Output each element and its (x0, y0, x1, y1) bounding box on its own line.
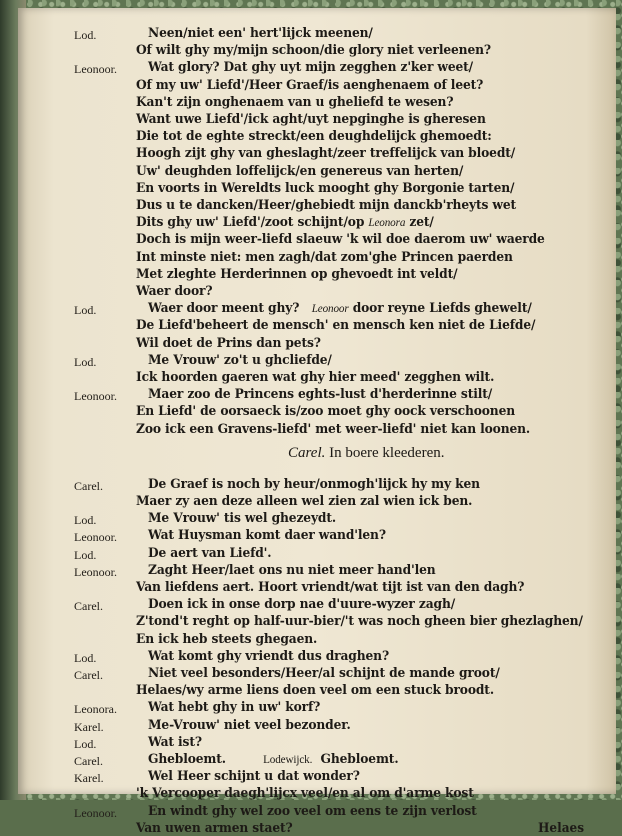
verse-line: Wat hebt ghy in uw' korf? (148, 700, 321, 716)
verse-line: Me Vrouw' tis wel ghezeydt. (148, 511, 337, 527)
verse-line: Want uwe Liefd'/ick aght/uyt nepginghe is gheresen (136, 112, 486, 127)
page-lower-region (18, 8, 616, 794)
speaker: Lod. (74, 303, 97, 318)
verse-line: En voorts in Wereldts luck mooght ghy Borgonie tarten/ (136, 180, 515, 196)
verse-line: Neen/niet een' hert'lijck meenen/ (148, 26, 373, 41)
speaker: Lod. (74, 354, 97, 369)
verse-line: Ick hoorden gaeren wat ghy hier meed' zegghen wilt. (136, 370, 495, 385)
inline-name: Leonoor (311, 301, 349, 316)
inline-speaker: Lodewijck. (263, 752, 313, 766)
verse-line: Me Vrouw' zo't u ghcliefde/ (148, 352, 332, 368)
verse-line: De aert van Liefd'. (148, 545, 272, 561)
speaker: Lod. (74, 28, 97, 42)
verse-line: Zoo ick een Gravens-liefd' met weer-liefd' niet kan loonen. (136, 421, 531, 437)
verse-line: Me-Vrouw' niet veel bezonder. (148, 717, 351, 733)
catchword: Helaes (538, 820, 585, 836)
verse-line: Wat komt ghy vriendt dus draghen? (148, 648, 390, 664)
verse-line: Of my uw' Liefd'/Heer Graef/is aenghenaem of leet? (136, 77, 484, 93)
verse-line: Int minste niet: men zagh/dat zom'ghe Princen paerden (136, 249, 513, 265)
verse-line: De Liefd'beheert de mensch' en mensch ken niet de Liefde/ (136, 318, 536, 334)
verse-line: Maer zy aen deze alleen wel zien zal wien ick ben. (136, 494, 473, 509)
verse-line: Dits ghy uw' Liefd'/zoot schijnt/op Leonora zet/ (136, 215, 434, 231)
speaker: Leonoor. (74, 389, 117, 404)
verse-line: Niet veel besonders/Heer/al schijnt de mande groot/ (148, 666, 500, 681)
verse-line: Wat ist? (148, 734, 202, 750)
verse-line: Wil doet de Prins dan pets? (136, 335, 321, 351)
verse-line: Kan't zijn onghenaem van u gheliefd te wesen? (136, 94, 454, 110)
verse-line: Uw' deughden loffelijck/en genereus van herten/ (136, 163, 464, 179)
verse-line: Wat glory? Dat ghy uyt mijn zegghen z'ker weet/ (148, 60, 474, 76)
verse-line: Waer door? (136, 284, 213, 299)
speaker: Leonoor. (74, 62, 117, 77)
verse-line: Helaes/wy arme liens doen veel om een stuck broodt. (136, 683, 494, 699)
verse-line: Z'tond't reght op half-uur-bier/'t was noch gheen bier ghezlaghen/ (136, 614, 583, 630)
verse-line: 'k Vercooper daegh'lijcx veel/en al om d'arme kost (136, 786, 474, 802)
speaker: Leonoor. (74, 564, 117, 579)
speaker: Lod. (74, 736, 97, 751)
speaker: Lod. (74, 650, 97, 665)
inline-name: Leonora (368, 215, 406, 230)
speaker: Lod. (74, 513, 97, 528)
speaker: Carel. (74, 754, 103, 768)
verse-line: Zaght Heer/laet ons nu niet meer hand'len (148, 562, 436, 578)
speaker: Leonoor. (74, 805, 117, 820)
speaker: Leonoor. (74, 530, 117, 545)
verse-line: Wel Heer schijnt u dat wonder? (148, 769, 360, 785)
verse-line: Waer door meent ghy? Leonoor door reyne Liefds ghewelt/ (148, 301, 532, 317)
verse-line: Dus u te dancken/Heer/ghebiedt mijn danckb'rheyts wet (136, 198, 517, 213)
verse-line: Met zleghte Herderinnen op ghevoedt int veldt/ (136, 266, 458, 282)
speaker: Leonora. (74, 702, 117, 717)
verse-line: En ick heb steets ghegaen. (136, 631, 318, 647)
speaker: Carel. (74, 599, 103, 614)
speaker: Lod. (74, 547, 97, 562)
verse-line: En Liefd' de oorsaeck is/zoo moet ghy oock verschoonen (136, 404, 516, 420)
verse-line: Van uwen armen staet? (136, 820, 293, 836)
verse-line: De Graef is noch by heur/onmogh'lijck hy my ken (148, 476, 480, 492)
verse-line: Doen ick in onse dorp nae d'uure-wyzer zagh/ (148, 597, 456, 613)
verse-line: Doch is mijn weer-liefd slaeuw 'k wil doe daerom uw' waerde (136, 232, 545, 248)
verse-line: Ghebloemt. Lodewijck. Ghebloemt. (148, 752, 399, 767)
verse-line: En windt ghy wel zoo veel om eens te zijn verlost (148, 803, 477, 819)
verse-line: Hoogh zijt ghy van gheslaght/zeer treffelijck van bloedt/ (136, 146, 516, 162)
speaker: Karel. (74, 771, 104, 786)
speaker: Karel. (74, 719, 104, 734)
verse-line: Van liefdens aert. Hoort vriendt/wat tijt ist van den dagh? (136, 580, 525, 595)
verse-line: Die tot de eghte streckt/een deughdelijck ghemoedt: (136, 129, 492, 145)
speaker: Carel. (74, 478, 103, 493)
speaker: Carel. (74, 668, 103, 682)
verse-line: Of wilt ghy my/mijn schoon/die glory niet verleenen? (136, 43, 491, 59)
verse-line: Wat Huysman komt daer wand'len? (148, 528, 386, 544)
scene-heading: Carel. In boere kleederen. (288, 444, 445, 461)
verse-line: Maer zoo de Princens eghts-lust d'herderinne stilt/ (148, 387, 493, 403)
